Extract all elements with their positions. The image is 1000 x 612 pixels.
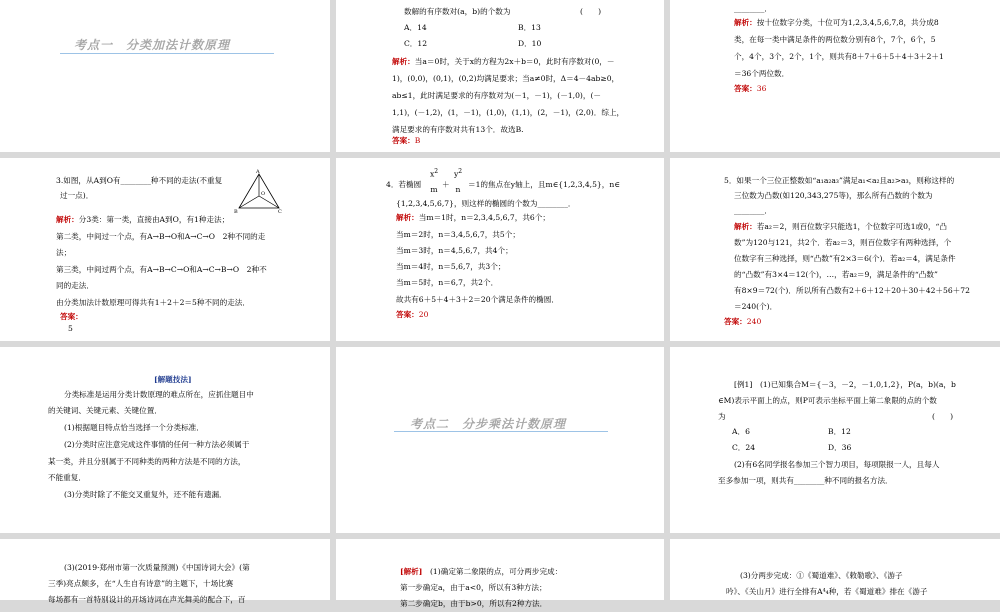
- example-text: 每场都有一首特别设计的开场诗词在声光舞美的配合下，百: [48, 595, 246, 604]
- analysis-line: 当m＝2时，n＝3,4,5,6,7，共5个；: [396, 230, 520, 239]
- slide-3: [670, 0, 1000, 152]
- analysis-label: 解析：: [734, 18, 757, 27]
- slide-6: [670, 158, 1000, 341]
- technique-text: 分类标准是运用分类计数原理的难点所在，应抓住题目中: [64, 390, 254, 399]
- example-text: (3)(2019·郑州市第一次质量预测)《中国诗词大会》(第: [64, 563, 250, 572]
- analysis-line: 类，在每一类中满足条件的两位数分别有8个，7个，6个，5: [734, 35, 936, 44]
- technique-text: 某一类，并且分别属于不同种类的两种方法是不同的方法，: [48, 457, 246, 466]
- example-text: 至多参加一项，则共有________种不同的报名方法．: [718, 476, 893, 485]
- technique-title: [解题技法]: [154, 375, 192, 384]
- option-a: A．6: [732, 427, 750, 436]
- example-text: ∈M)表示平面上的点，则P可表示坐标平面上第二象限的点的个数: [718, 396, 937, 405]
- analysis-line: 有8×9＝72(个)．所以所有凸数有2＋6＋12＋20＋30＋42＋56＋72: [734, 286, 970, 295]
- answer-label: 答案：: [392, 136, 415, 145]
- label-c: C: [278, 209, 282, 215]
- answer-value: 20: [418, 310, 429, 319]
- analysis-line: 法；: [56, 248, 72, 257]
- blank-line: ________．: [734, 4, 772, 13]
- technique-text: (2)分类时应注意完成这件事情的任何一种方法必须属于: [64, 440, 250, 449]
- fraction-x2-m: $x^2$ m: [429, 168, 439, 194]
- analysis-line: 分3类：第一类，直接由A到O，有1种走法；: [78, 215, 230, 224]
- answer-label: 答案：: [60, 312, 83, 321]
- question-text: ＝1的焦点在y轴上，且m∈{1,2,3,4,5}，n∈: [468, 180, 620, 189]
- answer-paren: ( ): [580, 7, 602, 16]
- analysis-label: [解析]: [400, 567, 423, 576]
- analysis-line: 的“凸数”有3×4＝12(个)，…，若a₂＝9，满足条件的“凸数”: [734, 270, 938, 279]
- analysis-label: 解析：: [56, 215, 79, 224]
- analysis-line: 吟》、《关山月》进行全排有A⁴₄种，若《蜀道难》排在《游子: [726, 587, 928, 596]
- analysis-line: ＝240(个)．: [734, 302, 778, 311]
- question-text: 过一点)．: [60, 191, 94, 200]
- option-c: C．24: [732, 443, 756, 452]
- analysis-line: ＝36个两位数．: [734, 69, 790, 78]
- question-text: 4．若椭圆: [386, 180, 422, 189]
- slide-10: [0, 539, 330, 604]
- question-text: {1,2,3,4,5,6,7}，则这样的椭圆的个数为________．: [396, 199, 576, 208]
- analysis-line: 若a₂＝2，则百位数字只能选1，个位数字可选1或0，“凸: [756, 222, 948, 231]
- technique-text: (3)分类时除了不能交叉重复外，还不能有遗漏．: [64, 490, 227, 499]
- analysis-line: 1,1)，(－1,2)，(1，－1)，(1,0)，(1,1)，(2，－1)，(2,0)．综上，: [392, 108, 625, 117]
- analysis-line: 数”为120与121，共2个．若a₂＝3，则百位数字有两种选择，个: [734, 238, 952, 247]
- analysis-label: 解析：: [392, 57, 415, 66]
- analysis-line: ab≤1，此时满足要求的有序数对为(－1，－1)，(－1,0)，(－: [392, 91, 602, 100]
- section-header: 考点二 分步乘法计数原理: [410, 417, 567, 431]
- option-b: B．13: [518, 23, 541, 32]
- slide-2: [336, 0, 664, 152]
- slide-12: [670, 539, 1000, 600]
- answer-value: B: [414, 136, 421, 145]
- header-underline: [394, 431, 608, 432]
- option-c: C．12: [404, 39, 428, 48]
- blank-line: ________．: [734, 206, 772, 215]
- answer-value: 240: [746, 317, 762, 326]
- answer-label: 答案：: [734, 84, 757, 93]
- slide-9: [670, 347, 1000, 533]
- answer-value: 5: [68, 324, 73, 333]
- slide-5: [336, 158, 664, 341]
- analysis-line: 当m＝4时，n＝5,6,7，共3个；: [396, 262, 506, 271]
- answer-paren: ( ): [932, 412, 954, 421]
- analysis-line: (3)分两步完成：①《蜀道难》、《敕勒歌》、《游子: [740, 571, 903, 580]
- question-text: 5．如果一个三位正整数如“a₁a₂a₃”满足a₁<a₂且a₂>a₃，则称这样的: [724, 176, 955, 185]
- analysis-line: 同的走法．: [56, 281, 94, 290]
- analysis-line: 由分类加法计数原理可得共有1＋2＋2＝5种不同的走法．: [56, 298, 250, 307]
- option-b: B．12: [828, 427, 851, 436]
- section-header: 考点一 分类加法计数原理: [74, 38, 231, 52]
- analysis-line: 当m＝3时，n＝4,5,6,7，共4个；: [396, 246, 513, 255]
- analysis-line: 第二步确定b，由于b>0，所以有2种方法．: [400, 599, 548, 608]
- analysis-label: 解析：: [734, 222, 757, 231]
- header-underline: [60, 53, 274, 54]
- technique-text: 的关键词、关键元素、关键位置．: [48, 406, 162, 415]
- label-b: B: [234, 209, 238, 215]
- example-text: [例1] (1)已知集合M＝{－3，－2，－1,0,1,2}，P(a，b)(a，b: [734, 380, 956, 389]
- analysis-line: 位数字有三种选择，则“凸数”有2×3＝6(个)．若a₂＝4，满足条件: [734, 254, 956, 263]
- label-a: A: [256, 169, 260, 175]
- analysis-line: 第三类，中间过两个点，有A→B→C→O和A→C→B→O 2种不: [56, 265, 267, 274]
- slide-8: [336, 347, 664, 533]
- analysis-line: 当m＝5时，n＝6,7，共2个．: [396, 278, 499, 287]
- technique-text: 不能重复．: [48, 473, 86, 482]
- question-text: 三位数为凸数(如120,343,275等)，那么所有凸数的个数为: [734, 191, 933, 200]
- answer-label: 答案：: [396, 310, 419, 319]
- triangle-figure: [234, 170, 284, 214]
- option-d: D．10: [518, 39, 542, 48]
- analysis-line: (1)确定第二象限的点，可分两步完成：: [429, 567, 563, 576]
- example-text: (2)有6名同学报名参加三个智力项目，每项限报一人，且每人: [734, 460, 940, 469]
- analysis-label: 解析：: [396, 213, 419, 222]
- answer-value: 36: [756, 84, 767, 93]
- example-text: 三季)亮点颇多，在“人生自有诗意”的主题下，十场比赛: [48, 579, 234, 588]
- option-a: A．14: [404, 23, 427, 32]
- question-text: 数解的有序数对(a，b)的个数为: [404, 7, 511, 16]
- slide-11: [336, 539, 664, 608]
- slide-1: [0, 0, 330, 152]
- analysis-line: 第二类，中间过一个点，有A→B→O和A→C→O 2种不同的走: [56, 232, 266, 241]
- analysis-line: 满足要求的有序数对共有13个．故选B.: [392, 125, 524, 134]
- analysis-line: 按十位数字分类，十位可为1,2,3,4,5,6,7,8，共分成8: [756, 18, 939, 27]
- analysis-line: 当a＝0时，关于x的方程为2x＋b＝0，此时有序数对(0，－: [414, 57, 615, 66]
- label-o: O: [261, 191, 266, 197]
- analysis-line: 第一步确定a，由于a<0，所以有3种方法；: [400, 583, 547, 592]
- plus-sign: ＋: [442, 180, 450, 189]
- analysis-line: 故共有6＋5＋4＋3＋2＝20个满足条件的椭圆．: [396, 295, 559, 304]
- slide-4: [0, 158, 330, 341]
- fraction-y2-n: $y^2$ n: [453, 168, 463, 194]
- option-d: D．36: [828, 443, 852, 452]
- analysis-line: 当m＝1时，n＝2,3,4,5,6,7，共6个；: [418, 213, 550, 222]
- example-text: 为: [718, 412, 726, 421]
- slide-7: [0, 347, 330, 533]
- question-text: 3.如图，从A到O有________种不同的走法(不重复: [56, 176, 223, 185]
- technique-text: (1)根据题目特点恰当选择一个分类标准．: [64, 423, 204, 432]
- answer-label: 答案：: [724, 317, 747, 326]
- analysis-line: 1)，(0,0)，(0,1)，(0,2)均满足要求；当a≠0时，Δ＝4－4ab≥0，: [392, 74, 620, 83]
- analysis-line: 个，4个，3个，2个，1个，则共有8＋7＋6＋5＋4＋3＋2＋1: [734, 52, 944, 61]
